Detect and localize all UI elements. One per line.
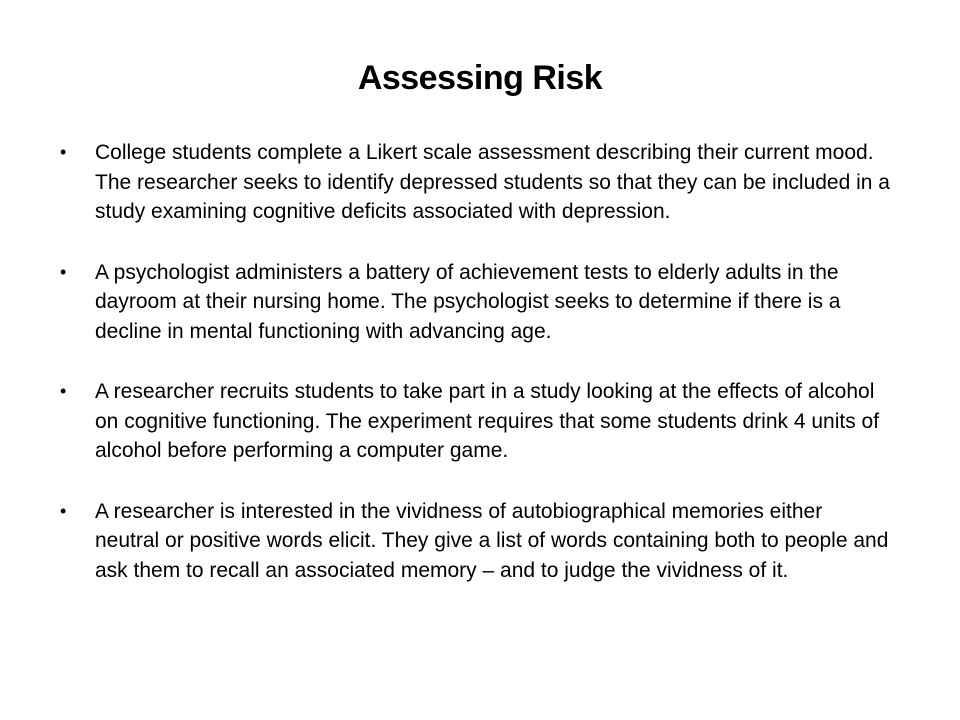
bullet-marker: • <box>60 381 67 401</box>
bullet-text: A psychologist administers a battery of achievement tests to elderly adults in the dayroom at their nursing home. The psychologist seeks to determine if there is a decline in mental functioning with advancing age. <box>95 260 841 343</box>
bullet-item <box>0 497 960 586</box>
bullet-text: College students complete a Likert scale assessment describing their current mood. The researcher seeks to identify depressed students so that they can be included in a study examining cognitive deficits associated with depression. <box>95 141 890 223</box>
bullet-marker: • <box>60 261 67 282</box>
bullet-item <box>0 258 960 347</box>
bullet-text: A researcher is interested in the vividness of autobiographical memories either neutral or positive words elicit. They give a list of words containing both to people and ask them to recall an associated memory – and to judge the vividness of it. <box>95 499 889 582</box>
bullet-text: A researcher recruits students to take part in a study looking at the effects of alcohol on cognitive functioning. The experiment requires that some students drink 4 units of alcohol before performing a computer game. <box>95 380 880 462</box>
bullet-marker: • <box>60 500 67 521</box>
bullet-item <box>0 377 960 466</box>
bullet-marker: • <box>60 142 67 162</box>
bullet-item <box>0 138 960 227</box>
slide-title: Assessing Risk <box>357 59 603 97</box>
bullet-list <box>0 138 960 616</box>
